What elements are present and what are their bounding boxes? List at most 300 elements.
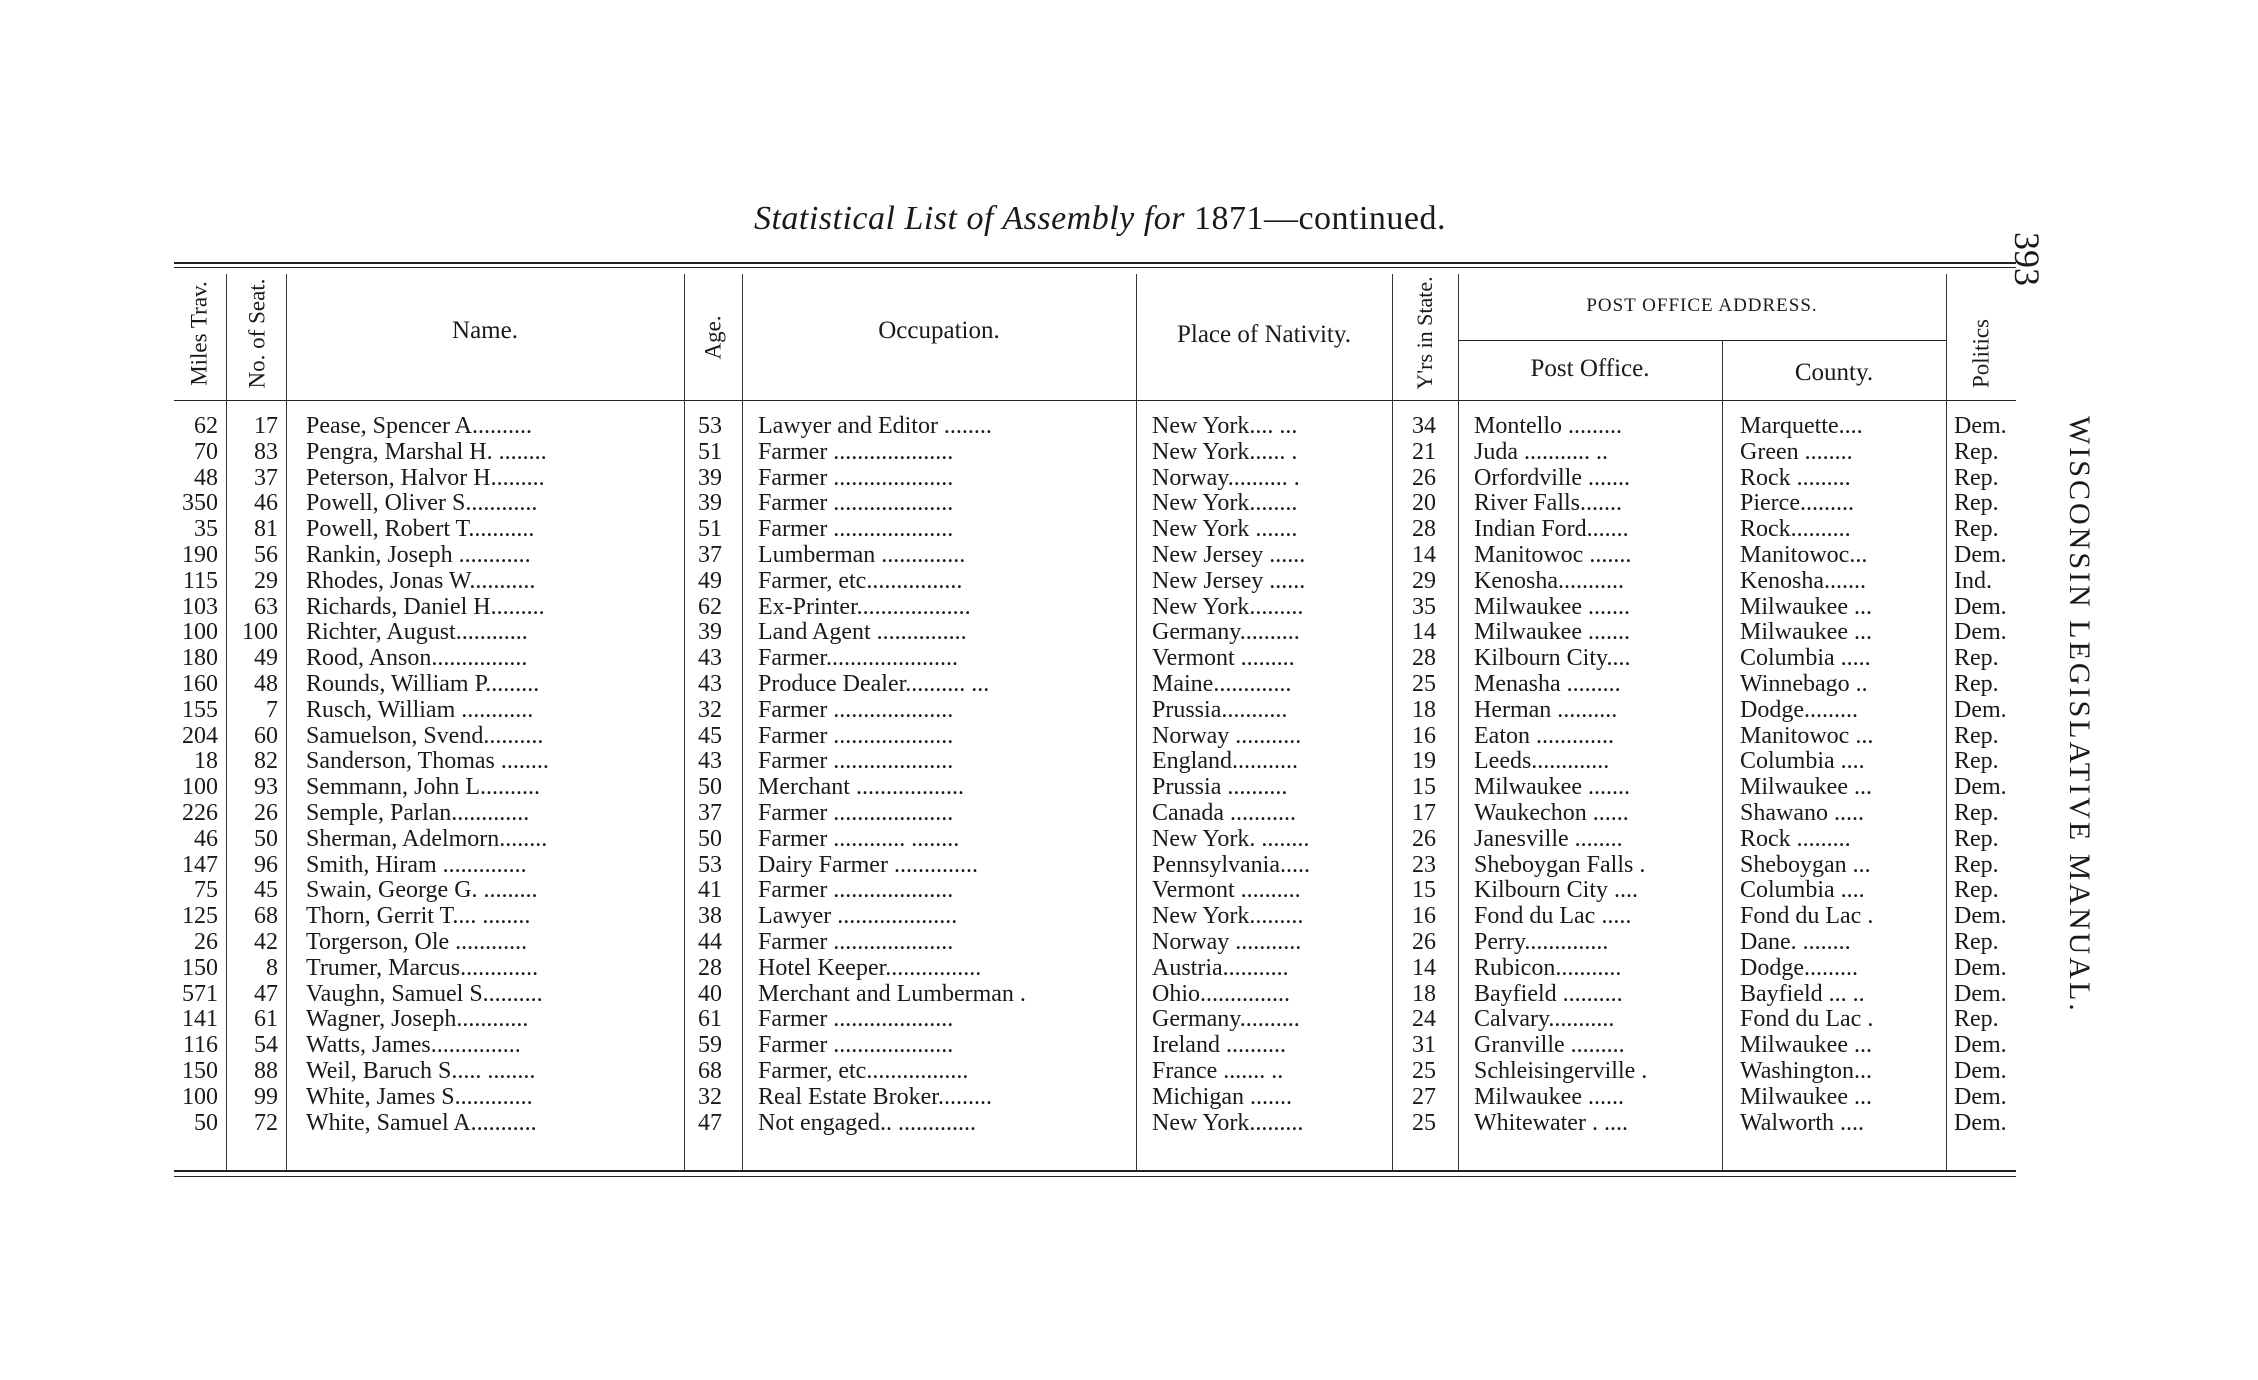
cell-nativity: New York ....... <box>1152 517 1298 543</box>
cell-politics: Dem. <box>1954 775 2007 801</box>
cell-years: 26 <box>1412 929 1436 955</box>
cell-seat: 17 <box>254 414 278 439</box>
table-row <box>174 749 2016 775</box>
cell-county: Milwaukee ... <box>1740 620 1872 646</box>
header-years: Y'rs in State. <box>1412 276 1437 390</box>
cell-politics: Rep. <box>1954 800 1999 826</box>
table-row <box>174 930 2016 956</box>
cell-nativity: Ohio............... <box>1152 981 1290 1007</box>
cell-county: Marquette.... <box>1740 414 1863 439</box>
cell-name: Samuelson, Svend.......... <box>306 723 544 749</box>
cell-county: Walworth .... <box>1740 1110 1865 1136</box>
assembly-table <box>174 262 2016 1182</box>
cell-post-office: Montello ......... <box>1474 414 1622 439</box>
cell-county: Rock ......... <box>1740 465 1851 491</box>
cell-nativity: Norway ........... <box>1152 723 1302 749</box>
cell-nativity: New York......... <box>1152 1110 1304 1136</box>
cell-county: Milwaukee ... <box>1740 775 1872 801</box>
cell-county: Shawano ..... <box>1740 800 1864 826</box>
cell-nativity: Michigan ....... <box>1152 1084 1292 1110</box>
cell-nativity: New York........ <box>1152 491 1298 517</box>
cell-age: 32 <box>698 1084 722 1110</box>
table-row <box>174 1059 2016 1085</box>
cell-post-office: Rubicon........... <box>1474 955 1622 981</box>
cell-years: 20 <box>1412 491 1436 517</box>
table-row <box>174 595 2016 621</box>
table-row <box>174 1007 2016 1033</box>
cell-politics: Dem. <box>1954 1084 2007 1110</box>
cell-years: 16 <box>1412 904 1436 930</box>
cell-politics: Rep. <box>1954 852 1999 878</box>
cell-seat: 8 <box>266 955 278 981</box>
table-row <box>174 620 2016 646</box>
cell-occupation: Produce Dealer.......... ... <box>758 671 990 697</box>
cell-age: 28 <box>698 955 722 981</box>
cell-politics: Rep. <box>1954 465 1999 491</box>
cell-occupation: Farmer .................... <box>758 1033 954 1059</box>
cell-post-office: Eaton ............. <box>1474 723 1614 749</box>
cell-county: Pierce......... <box>1740 491 1854 517</box>
cell-county: Manitowoc ... <box>1740 723 1874 749</box>
cell-seat: 47 <box>254 981 278 1007</box>
cell-occupation: Farmer .................... <box>758 878 954 904</box>
header-age: Age. <box>700 315 726 360</box>
cell-years: 14 <box>1412 620 1436 646</box>
cell-age: 43 <box>698 749 722 775</box>
cell-years: 15 <box>1412 775 1436 801</box>
cell-post-office: Bayfield .......... <box>1474 981 1623 1007</box>
cell-seat: 72 <box>254 1110 278 1136</box>
cell-post-office: Manitowoc ....... <box>1474 542 1632 568</box>
cell-post-office: Janesville ........ <box>1474 826 1623 852</box>
header-miles: Miles Trav. <box>186 281 212 386</box>
cell-politics: Dem. <box>1954 1033 2007 1059</box>
cell-name: Rusch, William ............ <box>306 697 534 723</box>
cell-age: 47 <box>698 1110 722 1136</box>
cell-age: 32 <box>698 697 722 723</box>
cell-occupation: Farmer .................... <box>758 1007 954 1033</box>
cell-years: 35 <box>1412 594 1436 620</box>
cell-nativity: Ireland .......... <box>1152 1033 1286 1059</box>
table-row <box>174 1111 2016 1137</box>
cell-miles: 48 <box>194 465 218 491</box>
table-bottom-rule <box>174 1170 2016 1172</box>
cell-post-office: Waukechon ...... <box>1474 800 1629 826</box>
cell-post-office: Indian Ford....... <box>1474 517 1629 543</box>
cell-seat: 48 <box>254 671 278 697</box>
cell-post-office: Schleisingerville . <box>1474 1058 1648 1084</box>
cell-seat: 37 <box>254 465 278 491</box>
cell-age: 53 <box>698 852 722 878</box>
header-bottom-rule <box>174 400 2016 401</box>
cell-seat: 96 <box>254 852 278 878</box>
cell-county: Washington... <box>1740 1058 1873 1084</box>
cell-occupation: Dairy Farmer .............. <box>758 852 978 878</box>
header-post-office: Post Office. <box>1530 355 1650 382</box>
cell-post-office: Milwaukee ....... <box>1474 594 1630 620</box>
cell-seat: 63 <box>254 594 278 620</box>
cell-age: 45 <box>698 723 722 749</box>
cell-occupation: Ex-Printer................... <box>758 594 971 620</box>
cell-nativity: Prussia........... <box>1152 697 1288 723</box>
cell-post-office: Kilbourn City.... <box>1474 646 1631 672</box>
cell-post-office: Calvary........... <box>1474 1007 1615 1033</box>
cell-county: Fond du Lac . <box>1740 1007 1874 1033</box>
cell-miles: 35 <box>194 517 218 543</box>
table-row <box>174 1085 2016 1111</box>
cell-age: 39 <box>698 491 722 517</box>
cell-politics: Ind. <box>1954 568 1992 594</box>
cell-occupation: Not engaged.. ............. <box>758 1110 976 1136</box>
cell-nativity: Vermont ......... <box>1152 646 1295 672</box>
cell-years: 14 <box>1412 542 1436 568</box>
cell-post-office: Fond du Lac ..... <box>1474 904 1632 930</box>
table-row <box>174 466 2016 492</box>
cell-age: 43 <box>698 646 722 672</box>
cell-county: Bayfield ... .. <box>1740 981 1865 1007</box>
cell-politics: Rep. <box>1954 671 1999 697</box>
cell-county: Dane. ........ <box>1740 929 1851 955</box>
running-head: WISCONSIN LEGISLATIVE MANUAL. <box>2063 416 2096 1014</box>
cell-years: 14 <box>1412 955 1436 981</box>
cell-name: Pease, Spencer A.......... <box>306 414 532 439</box>
cell-age: 51 <box>698 439 722 465</box>
header-politics: Politics <box>1968 319 1994 389</box>
title-suffix: —continued. <box>1263 200 1447 237</box>
cell-county: Milwaukee ... <box>1740 594 1872 620</box>
cell-occupation: Farmer .................... <box>758 723 954 749</box>
cell-miles: 75 <box>194 878 218 904</box>
cell-politics: Rep. <box>1954 929 1999 955</box>
cell-nativity: Canada ........... <box>1152 800 1296 826</box>
cell-name: Rounds, William P......... <box>306 671 540 697</box>
cell-occupation: Land Agent ............... <box>758 620 967 646</box>
cell-miles: 100 <box>182 775 218 801</box>
cell-seat: 81 <box>254 517 278 543</box>
table-row <box>174 1033 2016 1059</box>
cell-post-office: River Falls....... <box>1474 491 1622 517</box>
cell-post-office: Perry.............. <box>1474 929 1609 955</box>
cell-years: 19 <box>1412 749 1436 775</box>
cell-county: Rock ......... <box>1740 826 1851 852</box>
cell-seat: 82 <box>254 749 278 775</box>
cell-miles: 100 <box>182 620 218 646</box>
cell-politics: Rep. <box>1954 723 1999 749</box>
cell-age: 61 <box>698 1007 722 1033</box>
cell-age: 40 <box>698 981 722 1007</box>
cell-occupation: Farmer .................... <box>758 465 954 491</box>
cell-post-office: Whitewater . .... <box>1474 1110 1628 1136</box>
cell-name: Thorn, Gerrit T.... ........ <box>306 904 531 930</box>
cell-seat: 88 <box>254 1058 278 1084</box>
cell-years: 17 <box>1412 800 1436 826</box>
cell-post-office: Kenosha........... <box>1474 568 1624 594</box>
cell-name: Vaughn, Samuel S.......... <box>306 981 543 1007</box>
cell-post-office: Kilbourn City .... <box>1474 878 1639 904</box>
header-occupation: Occupation. <box>878 317 1000 344</box>
cell-seat: 54 <box>254 1033 278 1059</box>
cell-name: Watts, James............... <box>306 1033 521 1059</box>
cell-nativity: Pennsylvania..... <box>1152 852 1310 878</box>
cell-miles: 571 <box>182 981 218 1007</box>
cell-politics: Dem. <box>1954 1058 2007 1084</box>
cell-age: 49 <box>698 568 722 594</box>
table-row <box>174 827 2016 853</box>
cell-miles: 190 <box>182 542 218 568</box>
cell-miles: 160 <box>182 671 218 697</box>
cell-name: Rankin, Joseph ............ <box>306 542 531 568</box>
cell-name: Rhodes, Jonas W........... <box>306 568 536 594</box>
cell-county: Green ........ <box>1740 439 1853 465</box>
table-row <box>174 853 2016 879</box>
cell-name: Powell, Robert T........... <box>306 517 535 543</box>
cell-seat: 61 <box>254 1007 278 1033</box>
cell-seat: 49 <box>254 646 278 672</box>
cell-miles: 103 <box>182 594 218 620</box>
cell-name: Torgerson, Ole ............ <box>306 929 528 955</box>
cell-years: 26 <box>1412 465 1436 491</box>
cell-politics: Dem. <box>1954 620 2007 646</box>
cell-politics: Rep. <box>1954 646 1999 672</box>
cell-years: 28 <box>1412 517 1436 543</box>
cell-nativity: New Jersey ...... <box>1152 568 1306 594</box>
cell-miles: 70 <box>194 439 218 465</box>
cell-politics: Dem. <box>1954 594 2007 620</box>
cell-age: 39 <box>698 620 722 646</box>
cell-post-office: Herman .......... <box>1474 697 1618 723</box>
cell-nativity: Austria........... <box>1152 955 1289 981</box>
cell-seat: 100 <box>242 620 278 646</box>
cell-years: 24 <box>1412 1007 1436 1033</box>
header-name: Name. <box>452 317 518 344</box>
cell-politics: Rep. <box>1954 439 1999 465</box>
cell-age: 51 <box>698 517 722 543</box>
cell-occupation: Real Estate Broker......... <box>758 1084 992 1110</box>
cell-name: White, James S............. <box>306 1084 533 1110</box>
cell-county: Milwaukee ... <box>1740 1033 1872 1059</box>
header-post-office-group: POST OFFICE ADDRESS. <box>1586 295 1818 316</box>
cell-county: Columbia ..... <box>1740 646 1871 672</box>
cell-miles: 115 <box>182 568 218 594</box>
cell-name: Powell, Oliver S............ <box>306 491 538 517</box>
cell-county: Sheboygan ... <box>1740 852 1871 878</box>
cell-county: Fond du Lac . <box>1740 904 1874 930</box>
cell-nativity: Germany.......... <box>1152 620 1300 646</box>
cell-post-office: Milwaukee ....... <box>1474 775 1630 801</box>
cell-age: 37 <box>698 800 722 826</box>
cell-age: 43 <box>698 671 722 697</box>
cell-occupation: Merchant .................. <box>758 775 964 801</box>
table-row <box>174 801 2016 827</box>
cell-county: Kenosha....... <box>1740 568 1866 594</box>
header-nativity: Place of Nativity. <box>1176 321 1352 348</box>
cell-post-office: Leeds............. <box>1474 749 1610 775</box>
cell-occupation: Lumberman .............. <box>758 542 966 568</box>
cell-post-office: Juda ........... .. <box>1474 439 1608 465</box>
table-top-rule <box>174 262 2016 264</box>
cell-name: Peterson, Halvor H......... <box>306 465 545 491</box>
cell-county: Columbia .... <box>1740 878 1865 904</box>
cell-miles: 350 <box>182 491 218 517</box>
cell-politics: Dem. <box>1954 542 2007 568</box>
cell-politics: Dem. <box>1954 904 2007 930</box>
cell-seat: 42 <box>254 929 278 955</box>
cell-miles: 141 <box>182 1007 218 1033</box>
cell-years: 26 <box>1412 826 1436 852</box>
table-row <box>174 646 2016 672</box>
cell-occupation: Farmer .................... <box>758 517 954 543</box>
cell-occupation: Farmer .................... <box>758 929 954 955</box>
cell-post-office: Milwaukee ...... <box>1474 1084 1624 1110</box>
cell-miles: 116 <box>182 1033 218 1059</box>
cell-nativity: Vermont .......... <box>1152 878 1301 904</box>
cell-nativity: England........... <box>1152 749 1298 775</box>
table-row <box>174 724 2016 750</box>
cell-years: 29 <box>1412 568 1436 594</box>
title-year: 1871 <box>1193 200 1264 237</box>
cell-politics: Dem. <box>1954 981 2007 1007</box>
table-row <box>174 982 2016 1008</box>
cell-miles: 147 <box>182 852 218 878</box>
cell-occupation: Farmer .................... <box>758 439 954 465</box>
cell-miles: 62 <box>194 414 218 439</box>
cell-years: 25 <box>1412 671 1436 697</box>
cell-county: Rock.......... <box>1740 517 1851 543</box>
cell-post-office: Milwaukee ....... <box>1474 620 1630 646</box>
cell-name: Sherman, Adelmorn........ <box>306 826 548 852</box>
cell-miles: 155 <box>182 697 218 723</box>
cell-name: Semple, Parlan............. <box>306 800 530 826</box>
table-row <box>174 414 2016 440</box>
cell-miles: 150 <box>182 1058 218 1084</box>
cell-occupation: Hotel Keeper................ <box>758 955 982 981</box>
cell-age: 44 <box>698 929 722 955</box>
cell-age: 50 <box>698 826 722 852</box>
cell-nativity: New York. ........ <box>1152 826 1310 852</box>
cell-years: 23 <box>1412 852 1436 878</box>
cell-name: Swain, George G. ......... <box>306 878 538 904</box>
cell-name: Smith, Hiram .............. <box>306 852 527 878</box>
cell-nativity: Germany.......... <box>1152 1007 1300 1033</box>
header-county: County. <box>1794 359 1874 386</box>
cell-age: 37 <box>698 542 722 568</box>
cell-politics: Dem. <box>1954 414 2007 439</box>
cell-occupation: Farmer .................... <box>758 697 954 723</box>
cell-occupation: Farmer, etc................. <box>758 1058 969 1084</box>
cell-county: Winnebago .. <box>1740 671 1868 697</box>
cell-nativity: New Jersey ...... <box>1152 542 1306 568</box>
cell-years: 31 <box>1412 1033 1436 1059</box>
cell-nativity: New York......... <box>1152 904 1304 930</box>
cell-miles: 125 <box>182 904 218 930</box>
cell-seat: 50 <box>254 826 278 852</box>
cell-politics: Rep. <box>1954 491 1999 517</box>
cell-nativity: New York...... . <box>1152 439 1298 465</box>
cell-name: Pengra, Marshal H. ........ <box>306 439 547 465</box>
table-bottom-rule-thin <box>174 1176 2016 1177</box>
cell-years: 21 <box>1412 439 1436 465</box>
cell-county: Manitowoc... <box>1740 542 1868 568</box>
table-row <box>174 878 2016 904</box>
cell-nativity: Prussia .......... <box>1152 775 1288 801</box>
cell-nativity: Norway.......... . <box>1152 465 1300 491</box>
cell-name: Rood, Anson................ <box>306 646 528 672</box>
cell-miles: 18 <box>194 749 218 775</box>
cell-miles: 204 <box>182 723 218 749</box>
cell-miles: 26 <box>194 929 218 955</box>
cell-miles: 100 <box>182 1084 218 1110</box>
cell-age: 39 <box>698 465 722 491</box>
cell-politics: Dem. <box>1954 955 2007 981</box>
cell-name: Trumer, Marcus............. <box>306 955 539 981</box>
cell-occupation: Farmer, etc................ <box>758 568 963 594</box>
cell-seat: 45 <box>254 878 278 904</box>
table-row <box>174 543 2016 569</box>
cell-politics: Rep. <box>1954 826 1999 852</box>
header-seat: No. of Seat. <box>244 278 270 389</box>
cell-post-office: Granville ......... <box>1474 1033 1625 1059</box>
cell-age: 50 <box>698 775 722 801</box>
cell-occupation: Merchant and Lumberman . <box>758 981 1026 1007</box>
cell-occupation: Lawyer .................... <box>758 904 958 930</box>
cell-politics: Dem. <box>1954 697 2007 723</box>
cell-occupation: Lawyer and Editor ........ <box>758 414 992 439</box>
table-row <box>174 904 2016 930</box>
cell-occupation: Farmer...................... <box>758 646 958 672</box>
cell-politics: Rep. <box>1954 1007 1999 1033</box>
cell-politics: Rep. <box>1954 749 1999 775</box>
page-number: 393 <box>2007 232 2047 286</box>
cell-post-office: Menasha ......... <box>1474 671 1621 697</box>
cell-occupation: Farmer .................... <box>758 749 954 775</box>
cell-years: 34 <box>1412 414 1436 439</box>
cell-occupation: Farmer .................... <box>758 491 954 517</box>
cell-politics: Rep. <box>1954 878 1999 904</box>
cell-miles: 46 <box>194 826 218 852</box>
cell-years: 18 <box>1412 697 1436 723</box>
cell-miles: 226 <box>182 800 218 826</box>
cell-miles: 50 <box>194 1110 218 1136</box>
table-row <box>174 956 2016 982</box>
cell-seat: 26 <box>254 800 278 826</box>
post-office-group-rule <box>1458 340 1946 341</box>
table-row <box>174 672 2016 698</box>
table-row <box>174 569 2016 595</box>
cell-name: Semmann, John L.......... <box>306 775 540 801</box>
cell-age: 68 <box>698 1058 722 1084</box>
cell-name: Wagner, Joseph............ <box>306 1007 529 1033</box>
table-row <box>174 775 2016 801</box>
cell-years: 27 <box>1412 1084 1436 1110</box>
table-body <box>174 414 2016 1136</box>
cell-nativity: Maine............. <box>1152 671 1292 697</box>
cell-county: Columbia .... <box>1740 749 1865 775</box>
cell-name: Richter, August............ <box>306 620 528 646</box>
cell-occupation: Farmer .................... <box>758 800 954 826</box>
cell-seat: 83 <box>254 439 278 465</box>
cell-years: 25 <box>1412 1110 1436 1136</box>
table-row <box>174 491 2016 517</box>
cell-miles: 150 <box>182 955 218 981</box>
cell-age: 41 <box>698 878 722 904</box>
table-row <box>174 440 2016 466</box>
cell-seat: 60 <box>254 723 278 749</box>
cell-age: 38 <box>698 904 722 930</box>
cell-age: 53 <box>698 414 722 439</box>
cell-age: 62 <box>698 594 722 620</box>
cell-post-office: Sheboygan Falls . <box>1474 852 1646 878</box>
cell-age: 59 <box>698 1033 722 1059</box>
